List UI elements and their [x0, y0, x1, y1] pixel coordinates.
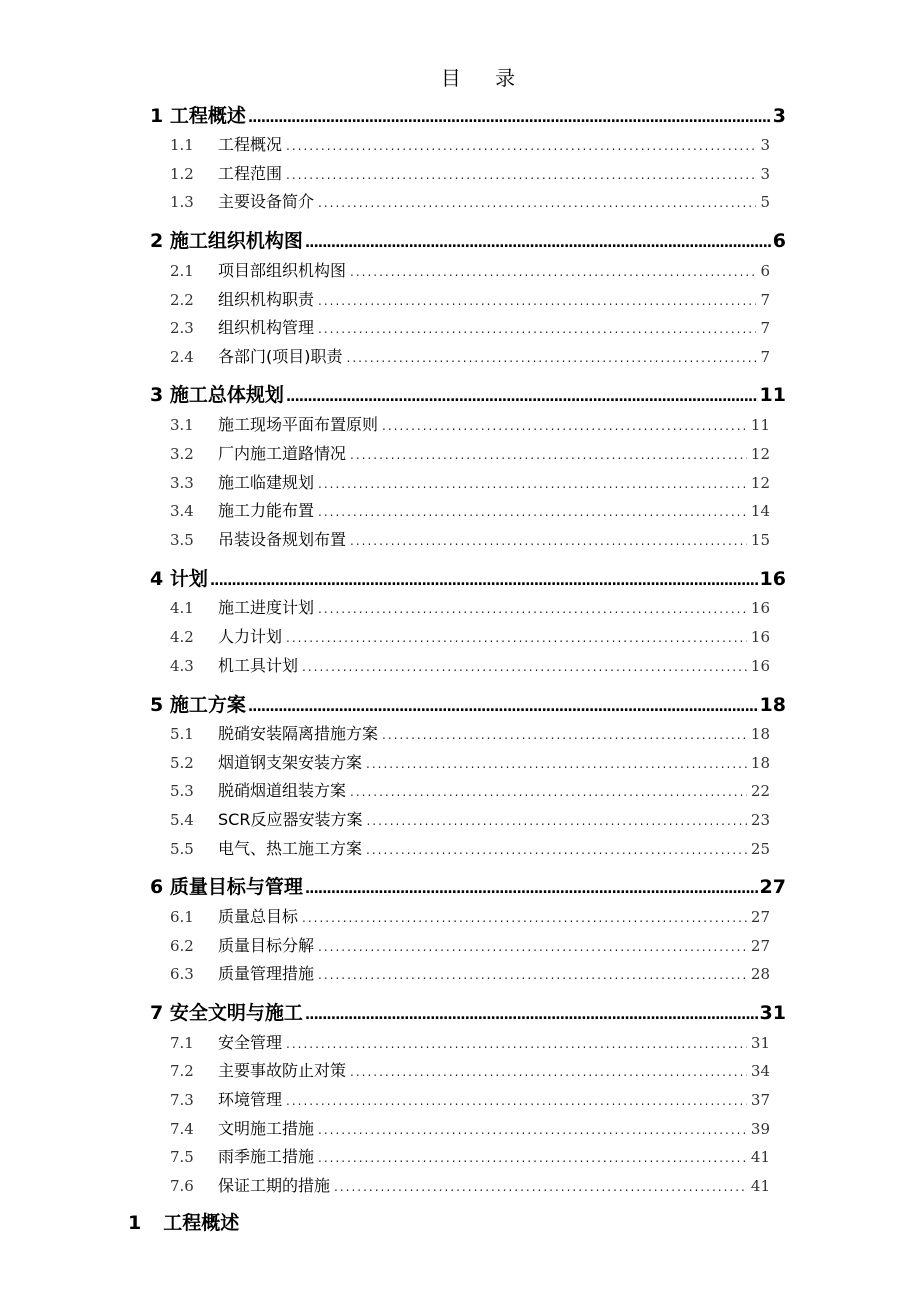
- toc-leader: [350, 1065, 747, 1079]
- toc-page-number: 25: [750, 840, 770, 858]
- toc-entry-title: 质量总目标: [218, 907, 299, 926]
- toc-leader: [286, 631, 747, 645]
- toc-chapter[interactable]: [150, 226, 786, 252]
- toc-entry-number: 5.1: [170, 725, 194, 743]
- toc-entry-number: 3.5: [170, 531, 194, 549]
- toc-chapter[interactable]: [150, 872, 786, 898]
- toc-page-number: 3: [772, 105, 786, 127]
- toc-entry-number: 2.1: [170, 262, 194, 280]
- toc-entry-number: 7.1: [170, 1034, 194, 1052]
- toc-entry-title: 吊装设备规划布置: [218, 530, 347, 549]
- toc-entry[interactable]: [170, 315, 770, 337]
- toc-entry[interactable]: [170, 1173, 770, 1195]
- toc-entry[interactable]: [170, 527, 770, 549]
- toc-page-number: 7: [760, 348, 770, 366]
- toc-leader: [382, 419, 747, 433]
- toc-entry[interactable]: [170, 498, 770, 520]
- toc-page-number: 11: [750, 416, 770, 434]
- toc-leader: [350, 265, 756, 279]
- toc-entry[interactable]: [170, 653, 770, 675]
- toc-entry[interactable]: [170, 1116, 770, 1138]
- toc-entry-title: 雨季施工措施: [218, 1147, 315, 1166]
- toc-entry[interactable]: [170, 595, 770, 617]
- toc-entry-title: 主要设备简介: [218, 192, 315, 211]
- toc-page-number: 22: [750, 782, 770, 800]
- toc-page-number: 41: [750, 1148, 770, 1166]
- toc-leader: [286, 1094, 747, 1108]
- toc-entry-number: 4.3: [170, 657, 194, 675]
- toc-leader: [248, 699, 758, 715]
- toc-entry-title: 人力计划: [218, 627, 283, 646]
- toc-page-number: 16: [750, 628, 770, 646]
- toc-page-number: 41: [750, 1177, 770, 1195]
- toc-entry-title: 脱硝烟道组装方案: [218, 781, 347, 800]
- toc-page-number: 3: [760, 136, 770, 154]
- toc-leader: [334, 1180, 747, 1194]
- toc-entry[interactable]: [170, 933, 770, 955]
- toc-entry[interactable]: [170, 189, 770, 211]
- toc-entry-number: 3.4: [170, 502, 194, 520]
- toc-leader: [318, 1151, 747, 1165]
- section-heading-title: 工程概述: [163, 1212, 240, 1234]
- toc-entry-title: 脱硝安装隔离措施方案: [218, 724, 379, 743]
- toc-entry[interactable]: [170, 344, 770, 366]
- toc-entry[interactable]: [170, 258, 770, 280]
- toc-entry-title: 主要事故防止对策: [218, 1061, 347, 1080]
- toc-page-number: 6: [772, 230, 786, 252]
- toc-leader: [366, 843, 747, 857]
- toc-leader: [302, 660, 747, 674]
- toc-page-number: 7: [760, 291, 770, 309]
- toc-entry-number: 6.3: [170, 965, 194, 983]
- toc-entry-number: 5.3: [170, 782, 194, 800]
- toc-entry-number: 7.2: [170, 1062, 194, 1080]
- toc-entry-number: 3.1: [170, 416, 194, 434]
- toc-leader: [318, 1123, 747, 1137]
- toc-entry-number: 3.3: [170, 474, 194, 492]
- toc-entry[interactable]: [170, 470, 770, 492]
- toc-leader: [318, 505, 747, 519]
- toc-entry-number: 5.5: [170, 840, 194, 858]
- toc-leader: [305, 881, 758, 897]
- toc-entry-title: 工程概况: [218, 135, 283, 154]
- toc-entry-number: 7.3: [170, 1091, 194, 1109]
- toc-entry-title: 机工具计划: [218, 656, 299, 675]
- toc-entry-title: 电气、热工施工方案: [218, 839, 363, 858]
- toc-entry-title: 质量目标分解: [218, 936, 315, 955]
- toc-entry-number: 2.3: [170, 319, 194, 337]
- toc-entry-number: 6.1: [170, 908, 194, 926]
- toc-page-number: 18: [750, 754, 770, 772]
- toc-entry-title: 施工现场平面布置原则: [218, 415, 379, 434]
- toc-page-number: 16: [750, 657, 770, 675]
- toc-title: 目 录: [440, 66, 530, 90]
- toc-chapter-label: 1 工程概述: [150, 105, 246, 127]
- toc-entry-title: 保证工期的措施: [218, 1176, 331, 1195]
- toc-chapter[interactable]: [150, 998, 786, 1024]
- toc-entry[interactable]: [170, 904, 770, 926]
- toc-entry-number: 1.2: [170, 165, 194, 183]
- toc-entry-title: 安全管理: [218, 1033, 283, 1052]
- toc-page-number: 18: [750, 725, 770, 743]
- toc-entry-title: 组织机构职责: [218, 290, 315, 309]
- toc-chapter-label: 4 计划: [150, 568, 208, 590]
- toc-entry-title: 文明施工措施: [218, 1119, 315, 1138]
- toc-page-number: 16: [759, 568, 786, 590]
- toc-entry-number: 1.3: [170, 193, 194, 211]
- toc-entry-title: SCR反应器安装方案: [218, 810, 363, 829]
- toc-leader: [350, 448, 747, 462]
- toc-leader: [350, 785, 747, 799]
- toc-page-number: 31: [759, 1002, 786, 1024]
- toc-page-number: 39: [750, 1120, 770, 1138]
- toc-leader: [318, 196, 756, 210]
- toc-chapter[interactable]: [150, 564, 786, 590]
- toc-leader: [318, 940, 747, 954]
- toc-entry-title: 施工临建规划: [218, 473, 315, 492]
- toc-leader: [210, 573, 758, 589]
- toc-leader: [366, 814, 746, 828]
- toc-entry-number: 7.4: [170, 1120, 194, 1138]
- toc-leader: [286, 389, 758, 405]
- toc-leader: [382, 728, 747, 742]
- toc-entry-title: 烟道钢支架安装方案: [218, 753, 363, 772]
- toc-leader: [302, 911, 747, 925]
- toc-page-number: 23: [750, 811, 770, 829]
- toc-page-number: 14: [750, 502, 770, 520]
- toc-chapter[interactable]: [150, 690, 786, 716]
- section-heading: [128, 1208, 239, 1235]
- toc-page-number: 7: [760, 319, 770, 337]
- toc-leader: [318, 602, 747, 616]
- toc-entry-title: 质量管理措施: [218, 964, 315, 983]
- toc-leader: [286, 168, 756, 182]
- toc-entry[interactable]: [170, 624, 770, 646]
- toc-entry-title: 施工进度计划: [218, 598, 315, 617]
- toc-entry-number: 2.4: [170, 348, 194, 366]
- toc-page-number: 28: [750, 965, 770, 983]
- toc-chapter[interactable]: [150, 380, 786, 406]
- toc-entry-title: 项目部组织机构图: [218, 261, 347, 280]
- toc-page-number: 5: [760, 193, 770, 211]
- toc-entry-number: 4.1: [170, 599, 194, 617]
- toc-entry-title: 工程范围: [218, 164, 283, 183]
- toc-entry-number: 6.2: [170, 937, 194, 955]
- toc-page-number: 27: [759, 876, 786, 898]
- toc-chapter-label: 7 安全文明与施工: [150, 1002, 303, 1024]
- toc-page-number: 3: [760, 165, 770, 183]
- toc-entry[interactable]: [170, 721, 770, 743]
- toc-page-number: 12: [750, 445, 770, 463]
- toc-page-number: 31: [750, 1034, 770, 1052]
- toc-entry-title: 厂内施工道路情况: [218, 444, 347, 463]
- toc-entry-number: 7.5: [170, 1148, 194, 1166]
- toc-leader: [347, 351, 757, 365]
- toc-entry[interactable]: [170, 1087, 770, 1109]
- toc-entry-title: 施工力能布置: [218, 501, 315, 520]
- toc-leader: [286, 139, 756, 153]
- toc-chapter-label: 6 质量目标与管理: [150, 876, 303, 898]
- toc-entry[interactable]: [170, 750, 770, 772]
- toc-entry-title: 各部门(项目)职责: [218, 347, 343, 366]
- toc-leader: [305, 1007, 758, 1023]
- toc-entry[interactable]: [170, 836, 770, 858]
- toc-entry-title: 组织机构管理: [218, 318, 315, 337]
- toc-entry[interactable]: [170, 412, 770, 434]
- toc-page-number: 34: [750, 1062, 770, 1080]
- toc-entry-number: 4.2: [170, 628, 194, 646]
- toc-entry[interactable]: [170, 441, 770, 463]
- toc-entry-number: 5.2: [170, 754, 194, 772]
- toc-leader: [318, 968, 747, 982]
- toc-page-number: 37: [750, 1091, 770, 1109]
- toc-entry-number: 3.2: [170, 445, 194, 463]
- toc-page-number: 27: [750, 908, 770, 926]
- toc-leader: [248, 110, 771, 126]
- toc-page-number: 6: [760, 262, 770, 280]
- toc-leader: [350, 534, 747, 548]
- toc-chapter[interactable]: [150, 101, 786, 127]
- toc-leader: [318, 322, 756, 336]
- toc-page-number: 27: [750, 937, 770, 955]
- toc-entry[interactable]: [170, 287, 770, 309]
- toc-page-number: 12: [750, 474, 770, 492]
- toc-entry[interactable]: [170, 961, 770, 983]
- toc-entry[interactable]: [170, 1144, 770, 1166]
- toc-page-number: 16: [750, 599, 770, 617]
- toc-entry-title: 环境管理: [218, 1090, 283, 1109]
- toc-entry[interactable]: [170, 132, 770, 154]
- toc-chapter-label: 3 施工总体规划: [150, 384, 284, 406]
- toc-entry[interactable]: [170, 807, 770, 829]
- toc-entry[interactable]: [170, 1058, 770, 1080]
- toc-entry[interactable]: [170, 778, 770, 800]
- toc-entry-number: 2.2: [170, 291, 194, 309]
- section-heading-number: 1: [128, 1212, 142, 1234]
- toc-entry[interactable]: [170, 1030, 770, 1052]
- toc-page-number: 15: [750, 531, 770, 549]
- toc-leader: [318, 294, 756, 308]
- toc-entry-number: 5.4: [170, 811, 194, 829]
- toc-entry[interactable]: [170, 161, 770, 183]
- toc-leader: [305, 235, 771, 251]
- toc-leader: [318, 477, 747, 491]
- toc-leader: [286, 1037, 747, 1051]
- toc-page-number: 18: [759, 694, 786, 716]
- toc-leader: [366, 757, 747, 771]
- toc-chapter-label: 5 施工方案: [150, 694, 246, 716]
- toc-entry-number: 1.1: [170, 136, 194, 154]
- toc-page-number: 11: [759, 384, 786, 406]
- toc-chapter-label: 2 施工组织机构图: [150, 230, 303, 252]
- toc-entry-number: 7.6: [170, 1177, 194, 1195]
